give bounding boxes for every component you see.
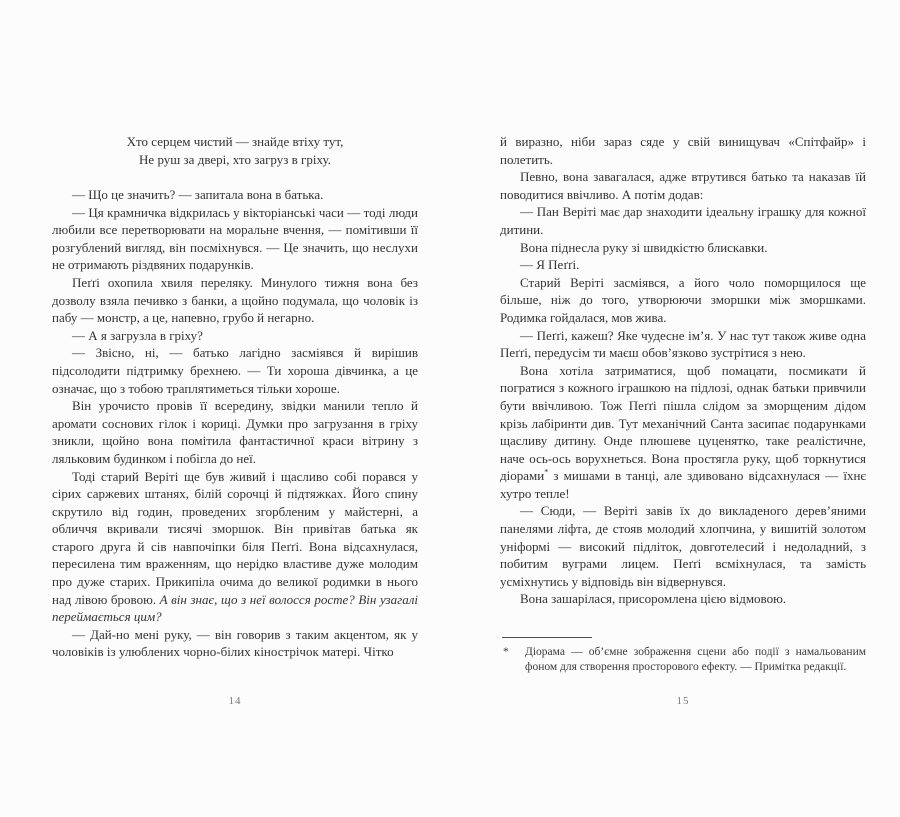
right-page-text <box>500 133 866 608</box>
footnote-marker: * <box>503 646 509 658</box>
text-segment: — А я загрузла в гріху? <box>72 327 203 343</box>
right-page <box>500 133 866 707</box>
paragraph <box>52 344 418 397</box>
text-segment: Вона хотіла затриматися, щоб помацати, посмикати й погратися з кожного іграшкою на підлозі, однак батьки привчили бути ввічливою. Тож Пеґґі пішла слідом за зморщеним дідом крізь лабіринти див. Тут механічний Санта засипає подарунками щасливу дитину. Онде плюшеве цуценятко, таке реалістичне, наче ось-ось ворухнеться. Вона простягла руку, щоб торкнутися діорами <box>500 362 866 484</box>
text-segment: — Що це значить? — запитала вона в батька. <box>72 187 324 202</box>
paragraph <box>52 397 418 467</box>
paragraph <box>52 327 418 345</box>
paragraph <box>500 590 866 608</box>
text-segment: Вона зашарілася, присоромлена цією відмовою. <box>520 591 787 607</box>
text-segment: — Пан Веріті має дар знаходити ідеальну іграшку для кожної дитини. <box>500 204 866 237</box>
text-segment: — Звісно, ні, — батько лагідно засміявся й вирішив підсолодити підтримку брехнею. — Ти хороша дівчинка, а це означає, що з тобою траплятиметься тільки хороше. <box>52 345 418 396</box>
text-segment: — Сюди, — Веріті завів їх до викладеного дерев’яними панелями ліфта, де стояв молодий хлопчина, у вишитій золотом уніформі — високий підліток, довготелесий і недоладний, з побитим вуграми лицем. Пеґґі всміхнулася, та замість усміхнутись у відповідь він відвернувся. <box>500 503 866 589</box>
text-segment: з мишами в танці, але здивовано відсахнулася — їхнє хутро тепле! <box>500 468 866 501</box>
paragraph <box>52 204 418 274</box>
text-segment: — Пеґґі, кажеш? Яке чудесне ім’я. У нас тут також живе одна Пеґґі, передусім ти маєш обов’язково зустрітися з нею. <box>500 327 866 361</box>
paragraph <box>500 239 866 257</box>
paragraph <box>500 502 866 590</box>
epigraph-line: Не руш за двері, хто загруз в гріху. <box>139 152 331 167</box>
italic-segment: А він знає, що з неї волосся росте? Він узагалі переймається цим? <box>52 591 418 625</box>
text-segment: — Ця крамничка відкрилась у вікторіанські часи — тоді люди любили все перетворювати на моральне вчення, — помітивши її розгублений вигляд, він посміхнувся. — Це значить, що неслухи не отримають різдвяних подарунків. <box>52 204 418 273</box>
text-segment: — Я Пеґґі. <box>520 257 580 273</box>
footnote-ref-marker: * <box>544 467 549 477</box>
text-segment: Пеґґі охопила хвиля переляку. Минулого тижня вона без дозволу взяла печивко з банки, а щойно подумала, що чоловік із пабу — монстр, а це, напевно, грубо й негарно. <box>52 274 418 326</box>
paragraph <box>500 203 866 238</box>
paragraph <box>52 626 418 661</box>
epigraph-line: Хто серцем чистий — знайде втіху тут, <box>126 134 344 149</box>
text-segment: Він урочисто провів її всередину, звідки манили тепло й аромати соснових гілок і кориці. Думки про загрузання в гріху зникли, щойно вона помітила фантастичної краси вітрину з ляльковим будинком і побігла до неї. <box>52 398 418 466</box>
page-number-right: 15 <box>500 693 866 711</box>
footnote-divider <box>502 637 592 638</box>
footnote-row <box>500 645 866 674</box>
footnote <box>500 636 866 674</box>
text-segment: Певно, вона завагалася, адже втрутився батько та наказав їй поводитися ввічливо. А потім додав: <box>500 169 866 202</box>
text-segment: Вона піднесла руку зі швидкістю блискавки. <box>520 239 768 255</box>
text-segment: — Дай-но мені руку, — він говорив з таким акцентом, як у чоловіків із улюблених чорно-білих кінострічок матері. Чітко <box>52 626 418 660</box>
footnote-text: Діорама — об’ємне зображення сцени або події з намальованим фоном для створення просторового ефекту. — Примітка редакції. <box>525 646 866 673</box>
left-page-text <box>52 186 418 661</box>
paragraph <box>500 168 866 203</box>
paragraph <box>500 133 866 168</box>
text-segment: Старий Веріті засміявся, а його чоло поморщилося ще більше, ніж до того, утворюючи зморшки між зморшками. Родимка гойдалася, мов жива. <box>500 274 866 325</box>
epigraph <box>52 133 418 169</box>
paragraph <box>500 256 866 274</box>
paragraph <box>52 468 418 626</box>
paragraph <box>500 362 866 503</box>
paragraph <box>500 274 866 327</box>
text-segment: Тоді старий Веріті ще був живий і щасливо собі порався у сірих саржевих штанях, білій сорочці й підтяжках. Його спину скрутило від годин, проведених згорбленим у майстерні, а обличчя вкривали тисячі зморшок. Він привітав батька як старого друга й сів навпочіпки біля Пеґґі. Вона відсахнулася, пересилена тим враженням, що нерідко властиве дуже молодим про дуже старих. Прикипіла очима до великої родимки в нього над лівою бровою. <box>52 468 418 607</box>
paragraph <box>52 186 418 204</box>
text-segment: й виразно, ніби зараз сяде у свій винищувач «Спітфайр» і полетить. <box>500 134 866 167</box>
left-page <box>52 133 418 707</box>
paragraph <box>52 274 418 327</box>
page-number-left: 14 <box>52 693 418 711</box>
paragraph <box>500 327 866 362</box>
